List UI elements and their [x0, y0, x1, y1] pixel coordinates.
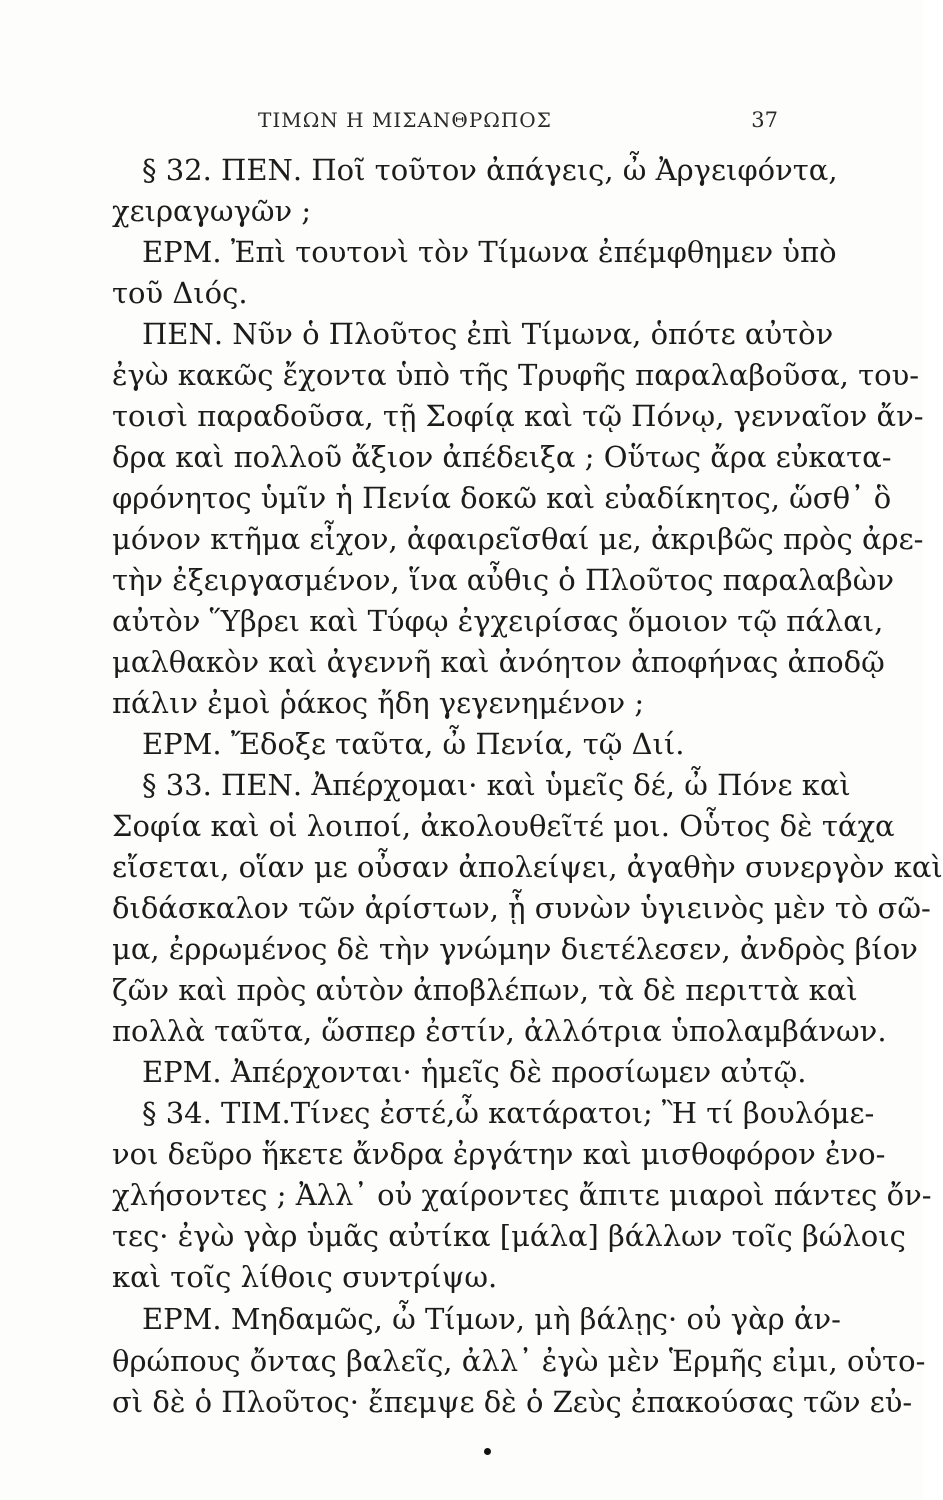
running-title: ΤΙΜΩΝ Η ΜΙΣΑΝΘΡΩΠΟΣ [258, 108, 552, 132]
text-line: ΕΡΜ. Ἔδοξε ταῦτα, ὦ Πενία, τῷ Διί. [142, 727, 685, 761]
text-line: § 34. ΤΙΜ.Τίνες ἐστέ,ὦ κατάρατοι; Ἢ τί βουλόμε- [142, 1096, 875, 1130]
text-line: πάλιν ἐμοὶ ῥάκος ἤδη γεγενημένον ; [112, 686, 645, 720]
text-line: τοισὶ παραδοῦσα, τῇ Σοφίᾳ καὶ τῷ Πόνῳ, γενναῖον ἄν- [112, 399, 924, 433]
text-line: μα, ἐρρωμένος δὲ τὴν γνώμην διετέλεσεν, ἀνδρὸς βίον [112, 932, 918, 966]
text-line: ἐγὼ κακῶς ἔχοντα ὑπὸ τῆς Τρυφῆς παραλαβοῦσα, του- [112, 358, 920, 392]
text-line: χλήσοντες ; Ἀλλ᾽ οὐ χαίροντες ἄπιτε μιαροὶ πάντες ὄν- [112, 1178, 932, 1212]
ink-speck [484, 1448, 491, 1455]
text-line: διδάσκαλον τῶν ἀρίστων, ᾗ συνὼν ὑγιεινὸς μὲν τὸ σῶ- [112, 891, 931, 925]
text-line: τες· ἐγὼ γὰρ ὑμᾶς αὐτίκα [μάλα] βάλλων τοῖς βώλοις [112, 1219, 906, 1253]
text-line: εἴσεται, οἵαν με οὖσαν ἀπολείψει, ἀγαθὴν συνεργὸν καὶ [112, 850, 943, 884]
text-line: αὐτὸν Ὕβρει καὶ Τύφῳ ἐγχειρίσας ὅμοιον τῷ πάλαι, [112, 604, 884, 638]
text-line: § 32. ΠΕΝ. Ποῖ τοῦτον ἀπάγεις, ὦ Ἀργειφόντα, [142, 153, 838, 187]
text-line: μαλθακὸν καὶ ἀγεννῆ καὶ ἀνόητον ἀποφήνας ἀποδῷ [112, 645, 885, 679]
text-line: θρώπους ὄντας βαλεῖς, ἀλλ᾽ ἐγὼ μὲν Ἑρμῆς εἰμι, οὑτο- [112, 1344, 926, 1378]
text-line: τοῦ Διός. [112, 276, 248, 310]
text-line: ΕΡΜ. Μηδαμῶς, ὦ Τίμων, μὴ βάλῃς· οὐ γὰρ ἀν- [142, 1302, 841, 1336]
page-number: 37 [751, 108, 778, 132]
text-line: § 33. ΠΕΝ. Ἀπέρχομαι· καὶ ὑμεῖς δέ, ὦ Πόνε καὶ [142, 768, 851, 802]
text-line: τὴν ἐξειργασμένον, ἵνα αὖθις ὁ Πλοῦτος παραλαβὼν [112, 563, 894, 597]
text-line: μόνον κτῆμα εἶχον, ἀφαιρεῖσθαί με, ἀκριβῶς πρὸς ἀρε- [112, 522, 924, 556]
page-header [258, 108, 778, 138]
text-line: ΕΡΜ. Ἐπὶ τουτονὶ τὸν Τίμωνα ἐπέμφθημεν ὑπὸ [142, 235, 837, 269]
text-line: χειραγωγῶν ; [112, 194, 312, 228]
text-line: ΠΕΝ. Νῦν ὁ Πλοῦτος ἐπὶ Τίμωνα, ὁπότε αὐτὸν [142, 317, 834, 351]
text-line: σὶ δὲ ὁ Πλοῦτος· ἔπεμψε δὲ ὁ Ζεὺς ἐπακούσας τῶν εὐ- [112, 1385, 913, 1419]
body-text [112, 150, 943, 1423]
text-line: Σοφία καὶ οἱ λοιποί, ἀκολουθεῖτέ μοι. Οὗτος δὲ τάχα [112, 809, 895, 843]
text-line: ΕΡΜ. Ἀπέρχονται· ἡμεῖς δὲ προσίωμεν αὐτῷ. [142, 1055, 807, 1089]
text-line: πολλὰ ταῦτα, ὥσπερ ἐστίν, ἀλλότρια ὑπολαμβάνων. [112, 1014, 887, 1048]
text-line: νοι δεῦρο ἥκετε ἄνδρα ἐργάτην καὶ μισθοφόρον ἐνο- [112, 1137, 886, 1171]
text-line: δρα καὶ πολλοῦ ἄξιον ἀπέδειξα ; Οὕτως ἄρα εὐκατα- [112, 440, 892, 474]
text-line: ζῶν καὶ πρὸς αὑτὸν ἀποβλέπων, τὰ δὲ περιττὰ καὶ [112, 973, 858, 1007]
text-line: καὶ τοῖς λίθοις συντρίψω. [112, 1260, 498, 1294]
text-line: φρόνητος ὑμῖν ἡ Πενία δοκῶ καὶ εὐαδίκητος, ὥσθ᾽ ὃ [112, 481, 892, 515]
